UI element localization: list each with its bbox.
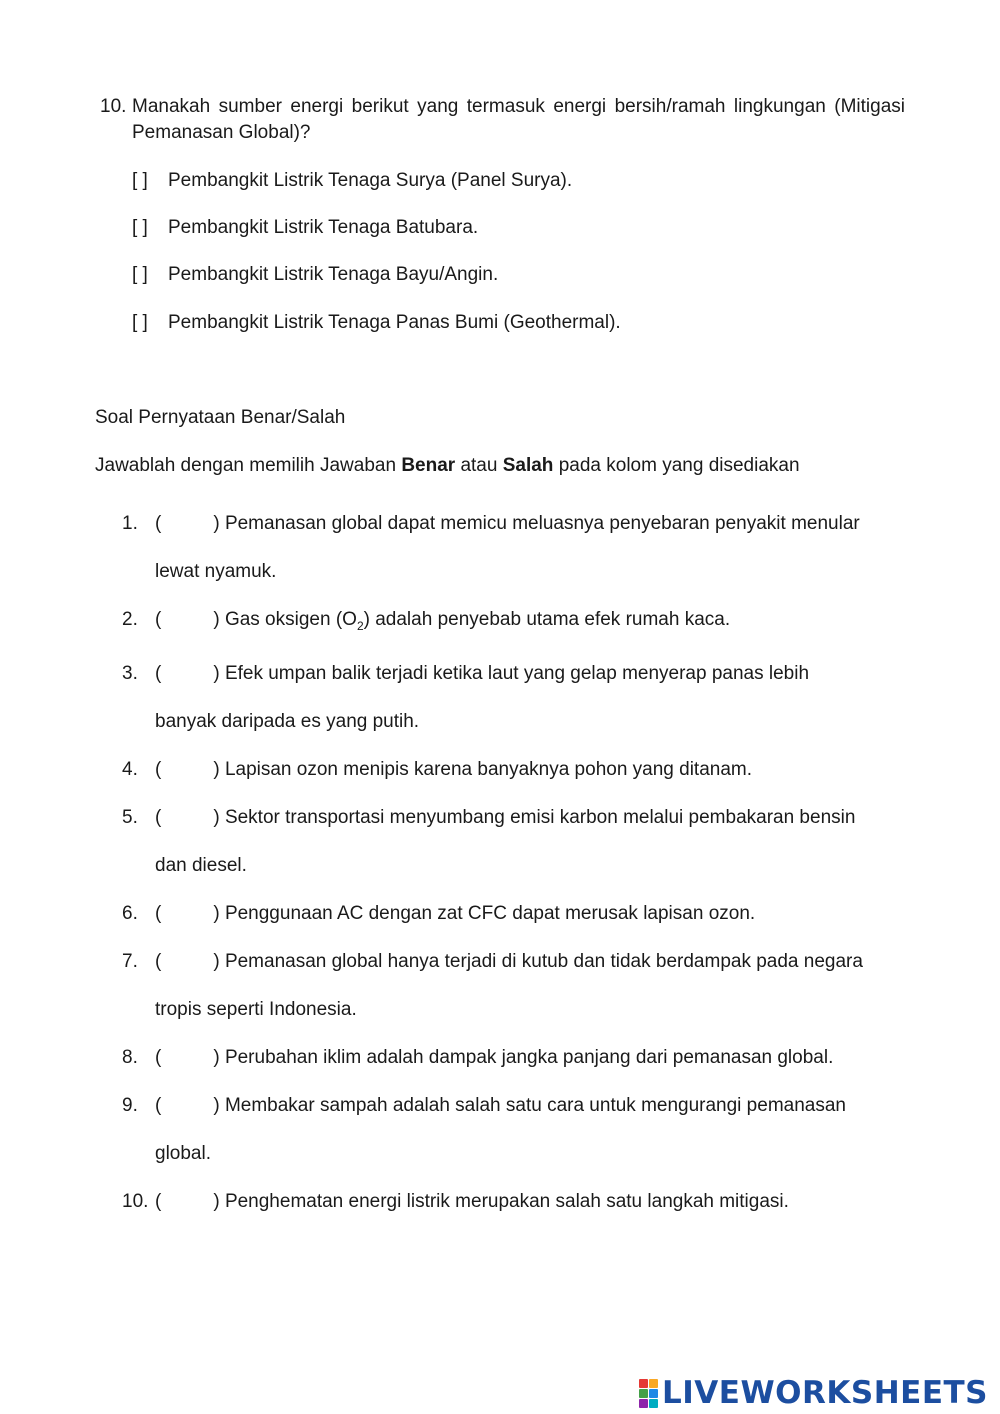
- statement-text: ( ) Penghematan energi listrik merupakan salah satu langkah mitigasi.: [155, 1190, 789, 1212]
- instruction-text: atau: [460, 455, 498, 476]
- statement-number: 1.: [122, 513, 138, 534]
- instruction-true: Benar: [401, 455, 456, 476]
- option-checkbox[interactable]: [ ]: [132, 217, 148, 238]
- instruction-false: Salah: [502, 455, 554, 476]
- option-label: Pembangkit Listrik Tenaga Surya (Panel Surya).: [168, 170, 573, 191]
- statement-5: [0, 794, 1000, 890]
- section-title: Soal Pernyataan Benar/Salah: [95, 407, 346, 428]
- statement-number: 6.: [122, 902, 138, 924]
- option-2: [132, 215, 478, 241]
- statement-text: ( ) Efek umpan balik terjadi ketika laut yang gelap menyerap panas lebih: [155, 662, 810, 684]
- question-text: Manakah sumber energi berikut yang termasuk energi bersih/ramah lingkungan (Mitigasi Pemanasan Global)?: [132, 96, 905, 143]
- statement-number: 3.: [122, 662, 138, 684]
- logo-icon: [639, 1379, 658, 1408]
- statement-text: ( ) Membakar sampah adalah salah satu cara untuk mengurangi pemanasan: [155, 1094, 846, 1116]
- statement-text: ( ) Penggunaan AC dengan zat CFC dapat merusak lapisan ozon.: [155, 902, 756, 924]
- statement-text: ( ) Perubahan iklim adalah dampak jangka panjang dari pemanasan global.: [155, 1046, 834, 1068]
- option-label: Pembangkit Listrik Tenaga Bayu/Angin.: [168, 264, 499, 285]
- statement-number: 10.: [122, 1190, 149, 1212]
- statement-text: ( ) Lapisan ozon menipis karena banyaknya pohon yang ditanam.: [155, 758, 753, 780]
- statement-continuation: dan diesel.: [155, 854, 247, 876]
- statement-3: [0, 650, 1000, 746]
- statement-number: 2.: [122, 609, 138, 630]
- statement-continuation: global.: [155, 1142, 211, 1164]
- statement-continuation: banyak daripada es yang putih.: [155, 710, 420, 732]
- statement-continuation: tropis seperti Indonesia.: [155, 998, 357, 1020]
- option-1: [132, 168, 572, 194]
- option-checkbox[interactable]: [ ]: [132, 312, 148, 333]
- logo-text: LIVEWORKSHEETS: [662, 1375, 988, 1411]
- option-3: [132, 262, 498, 288]
- statement-1: [0, 500, 1000, 596]
- option-checkbox[interactable]: [ ]: [132, 170, 148, 191]
- instruction: [95, 453, 800, 479]
- statement-number: 4.: [122, 758, 138, 780]
- statement-10: [0, 1178, 1000, 1226]
- statement-text: ( ) Pemanasan global dapat memicu meluasnya penyebaran penyakit menular: [155, 513, 860, 534]
- statement-number: 9.: [122, 1094, 138, 1116]
- statement-number: 8.: [122, 1046, 138, 1068]
- statement-number: 7.: [122, 950, 138, 972]
- statement-text: ( ) Sektor transportasi menyumbang emisi karbon melalui pembakaran bensin: [155, 806, 856, 828]
- statement-6: [0, 890, 1000, 938]
- statement-text: ( ) Pemanasan global hanya terjadi di kutub dan tidak berdampak pada negara: [155, 950, 863, 972]
- statement-list: [0, 500, 1000, 1226]
- statement-text: ( ) Gas oksigen $(O_2)$ adalah penyebab utama efek rumah kaca.: [155, 609, 731, 633]
- instruction-text: pada kolom yang disediakan: [558, 455, 800, 476]
- option-label: Pembangkit Listrik Tenaga Panas Bumi (Geothermal).: [168, 312, 621, 333]
- question-number: 10.: [100, 96, 127, 117]
- statement-continuation: lewat nyamuk.: [155, 561, 277, 582]
- option-4: [132, 310, 621, 336]
- option-label: Pembangkit Listrik Tenaga Batubara.: [168, 217, 479, 238]
- statement-8: [0, 1034, 1000, 1082]
- statement-4: [0, 746, 1000, 794]
- instruction-text: Jawablah dengan memilih Jawaban: [95, 455, 397, 476]
- statement-2: [0, 596, 1000, 650]
- statement-7: [0, 938, 1000, 1034]
- liveworksheets-logo: [639, 1375, 988, 1411]
- statement-number: 5.: [122, 806, 138, 828]
- question-10: [100, 94, 905, 146]
- option-checkbox[interactable]: [ ]: [132, 264, 148, 285]
- statement-9: [0, 1082, 1000, 1178]
